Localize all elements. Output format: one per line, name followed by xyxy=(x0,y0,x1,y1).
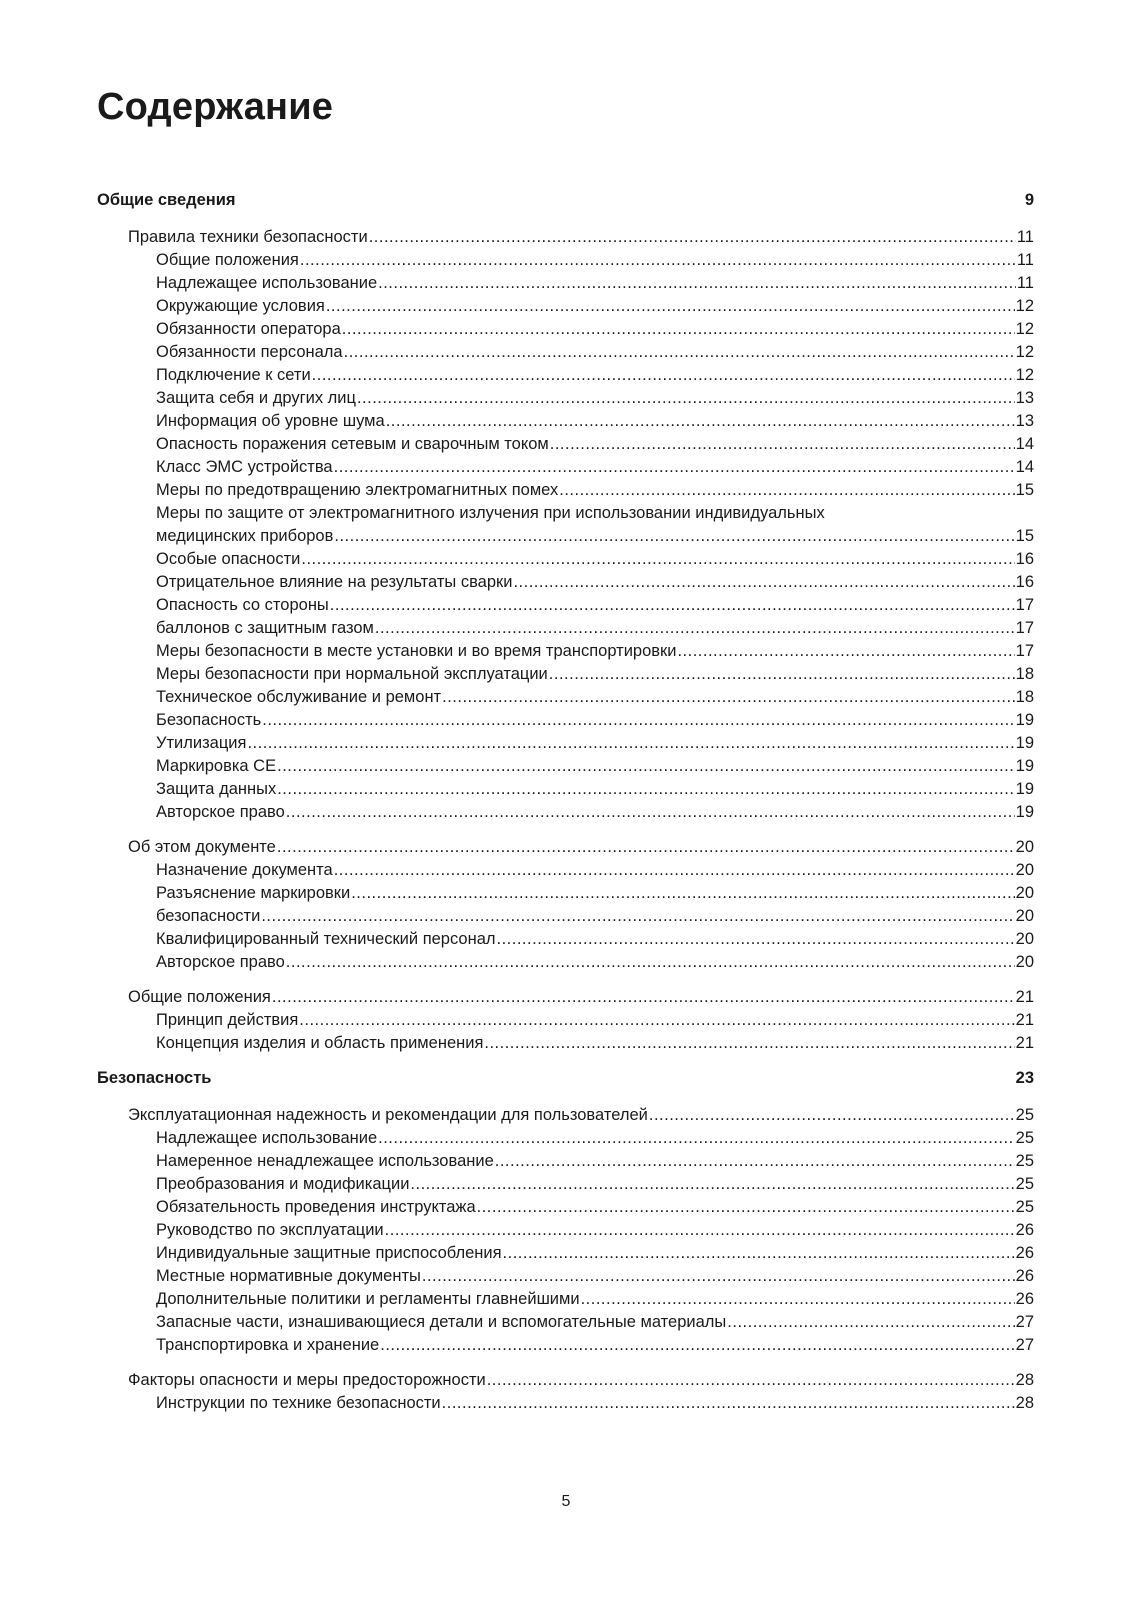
page-title: Содержание xyxy=(97,86,334,128)
dot-leader xyxy=(277,836,1015,859)
toc-subsection[interactable] xyxy=(97,778,1034,801)
dot-leader xyxy=(581,1288,1015,1311)
toc-subsection[interactable] xyxy=(97,755,1034,778)
dot-leader xyxy=(410,1173,1014,1196)
dot-leader xyxy=(334,456,1015,479)
dot-leader xyxy=(286,801,1015,824)
dot-leader xyxy=(442,1392,1015,1415)
dot-leader xyxy=(272,986,1015,1009)
toc-subsection-page-number: 17 xyxy=(1015,619,1034,637)
toc-section-page-number: 28 xyxy=(1015,1371,1034,1389)
toc-subsection-title: Надлежащее использование xyxy=(156,274,378,292)
dot-leader xyxy=(375,617,1015,640)
toc-subsection-page-number: 26 xyxy=(1015,1244,1034,1262)
dot-leader xyxy=(549,663,1015,686)
toc-section-title: Факторы опасности и меры предосторожности xyxy=(128,1371,486,1389)
toc-subsection-title: Маркировка CE xyxy=(156,757,277,775)
toc-subsection-page-number: 15 xyxy=(1015,527,1034,545)
dot-leader xyxy=(380,1334,1014,1357)
dot-leader xyxy=(497,928,1015,951)
dot-leader xyxy=(378,272,1016,295)
toc-subsection-title: медицинских приборов xyxy=(156,527,334,545)
dot-leader xyxy=(487,1369,1015,1392)
toc-section-group xyxy=(97,226,1034,824)
toc-subsection[interactable] xyxy=(97,1334,1034,1357)
toc-subsection[interactable] xyxy=(97,1032,1034,1055)
toc-subsection-title: Руководство по эксплуатации xyxy=(156,1221,384,1239)
toc-subsection-title: Надлежащее использование xyxy=(156,1129,378,1147)
toc-subsection[interactable] xyxy=(97,456,1034,479)
toc-subsection[interactable] xyxy=(97,318,1034,341)
toc-subsection-title: Защита данных xyxy=(156,780,277,798)
toc-subsection-title: Защита себя и других лиц xyxy=(156,389,356,407)
toc-subsection-page-number: 14 xyxy=(1015,458,1034,476)
toc-subsection[interactable] xyxy=(97,928,1034,951)
toc-subsection[interactable] xyxy=(97,1196,1034,1219)
toc-subsection-title: Авторское право xyxy=(156,953,285,971)
toc-chapter[interactable] xyxy=(97,1065,1034,1091)
toc-section-page-number: 20 xyxy=(1015,838,1034,856)
toc-section[interactable] xyxy=(97,1369,1034,1392)
toc-subsection-page-number: 16 xyxy=(1015,550,1034,568)
toc-subsection-page-number: 27 xyxy=(1015,1336,1034,1354)
dot-leader xyxy=(261,905,1014,928)
toc-subsection-title: Концепция изделия и область применения xyxy=(156,1034,484,1052)
toc-section-title: Правила техники безопасности xyxy=(128,228,368,246)
toc-subsection[interactable] xyxy=(97,341,1034,364)
dot-leader xyxy=(386,410,1015,433)
toc-subsection[interactable] xyxy=(97,686,1034,709)
toc-chapter[interactable] xyxy=(97,187,1034,213)
toc-subsection-page-number: 27 xyxy=(1015,1313,1034,1331)
toc-subsection-title: Дополнительные политики и регламенты главнейшими xyxy=(156,1290,580,1308)
toc-section[interactable] xyxy=(97,836,1034,859)
toc-subsection[interactable] xyxy=(97,732,1034,755)
toc-subsection[interactable] xyxy=(97,364,1034,387)
toc-subsection-title: Подключение к сети xyxy=(156,366,311,384)
toc-section-title: Общие положения xyxy=(128,988,271,1006)
toc-section[interactable] xyxy=(97,1104,1034,1127)
dot-leader xyxy=(727,1311,1014,1334)
toc-subsection-title: Разъяснение маркировки xyxy=(156,884,351,902)
toc-subsection-title: Окружающие условия xyxy=(156,297,325,315)
toc-subsection-page-number: 18 xyxy=(1015,665,1034,683)
dot-leader xyxy=(477,1196,1015,1219)
toc-subsection[interactable] xyxy=(97,617,1034,640)
toc-subsection[interactable] xyxy=(97,1173,1034,1196)
toc-section-title: Эксплуатационная надежность и рекомендации для пользователей xyxy=(128,1106,648,1124)
toc-section-page-number: 11 xyxy=(1016,228,1034,246)
toc-subsection-title: Принцип действия xyxy=(156,1011,299,1029)
toc-subsection-page-number: 15 xyxy=(1015,481,1034,499)
toc-subsection-title-line[interactable]: Меры по защите от электромагнитного излучения при использовании индивидуальных xyxy=(156,504,825,522)
toc-subsection-page-number: 26 xyxy=(1015,1267,1034,1285)
dot-leader xyxy=(357,387,1015,410)
toc-subsection-page-number: 26 xyxy=(1015,1221,1034,1239)
dot-leader xyxy=(442,686,1015,709)
toc-subsection[interactable] xyxy=(97,709,1034,732)
toc-subsection-page-number: 16 xyxy=(1015,573,1034,591)
toc-subsection-title: Меры безопасности в месте установки и во время транспортировки xyxy=(156,642,677,660)
toc-subsection[interactable] xyxy=(97,905,1034,928)
toc-subsection-title: Опасность со стороны xyxy=(156,596,329,614)
toc-subsection-title: Меры по предотвращению электромагнитных помех xyxy=(156,481,559,499)
toc-subsection-page-number: 13 xyxy=(1015,389,1034,407)
toc-section-group xyxy=(97,986,1034,1055)
toc-subsection-page-number: 20 xyxy=(1015,953,1034,971)
toc-subsection-title: Назначение документа xyxy=(156,861,333,879)
toc-subsection[interactable] xyxy=(97,1242,1034,1265)
toc-subsection[interactable] xyxy=(97,548,1034,571)
toc-section[interactable] xyxy=(97,986,1034,1009)
toc-subsection-page-number: 17 xyxy=(1015,642,1034,660)
table-of-contents xyxy=(97,187,1034,1415)
toc-subsection[interactable] xyxy=(97,272,1034,295)
dot-leader xyxy=(649,1104,1015,1127)
toc-subsection[interactable] xyxy=(97,1127,1034,1150)
toc-subsection-page-number: 11 xyxy=(1016,274,1034,292)
dot-leader xyxy=(300,249,1016,272)
toc-subsection[interactable] xyxy=(97,1009,1034,1032)
toc-subsection-title: Информация об уровне шума xyxy=(156,412,385,430)
toc-subsection[interactable] xyxy=(97,1288,1034,1311)
toc-subsection-page-number: 21 xyxy=(1015,1011,1034,1029)
dot-leader xyxy=(369,226,1016,249)
toc-subsection-title: Техническое обслуживание и ремонт xyxy=(156,688,442,706)
toc-subsection[interactable] xyxy=(97,640,1034,663)
toc-subsection-title: Авторское право xyxy=(156,803,285,821)
toc-subsection-page-number: 12 xyxy=(1015,320,1034,338)
toc-subsection[interactable] xyxy=(97,433,1034,456)
toc-section-page-number: 25 xyxy=(1015,1106,1034,1124)
dot-leader xyxy=(277,778,1014,801)
toc-subsection-title: Обязательность проведения инструктажа xyxy=(156,1198,476,1216)
toc-subsection[interactable] xyxy=(97,479,1034,502)
toc-section-group xyxy=(97,1369,1034,1415)
dot-leader xyxy=(301,548,1014,571)
toc-subsection-title: Особые опасности xyxy=(156,550,301,568)
toc-chapter-title: Общие сведения xyxy=(97,191,236,209)
toc-subsection[interactable] xyxy=(97,249,1034,272)
toc-subsection-page-number: 18 xyxy=(1015,688,1034,706)
toc-chapter-page-number: 23 xyxy=(1015,1069,1034,1087)
toc-subsection-page-number: 19 xyxy=(1015,757,1034,775)
toc-section-page-number: 21 xyxy=(1015,988,1034,1006)
dot-leader xyxy=(344,341,1015,364)
toc-subsection-page-number: 19 xyxy=(1015,734,1034,752)
toc-chapter-title: Безопасность xyxy=(97,1069,212,1087)
toc-subsection-title: Намеренное ненадлежащее использование xyxy=(156,1152,494,1170)
toc-subsection-title: Общие положения xyxy=(156,251,299,269)
dot-leader xyxy=(503,1242,1015,1265)
toc-subsection-title: Индивидуальные защитные приспособления xyxy=(156,1244,502,1262)
toc-subsection[interactable] xyxy=(97,1150,1034,1173)
dot-leader xyxy=(677,640,1014,663)
dot-leader xyxy=(484,1032,1014,1055)
dot-leader xyxy=(247,732,1014,755)
toc-subsection-page-number: 20 xyxy=(1015,884,1034,902)
toc-subsection-page-number: 20 xyxy=(1015,907,1034,925)
toc-subsection-page-number: 21 xyxy=(1015,1034,1034,1052)
toc-subsection[interactable] xyxy=(97,594,1034,617)
toc-subsection[interactable] xyxy=(97,1219,1034,1242)
toc-section[interactable] xyxy=(97,226,1034,249)
toc-subsection[interactable] xyxy=(97,1392,1034,1415)
toc-subsection-title: Обязанности персонала xyxy=(156,343,343,361)
toc-subsection-title: Транспортировка и хранение xyxy=(156,1336,380,1354)
toc-section-title: Об этом документе xyxy=(128,838,276,856)
toc-subsection-page-number: 28 xyxy=(1015,1394,1034,1412)
dot-leader xyxy=(326,295,1015,318)
toc-section-group xyxy=(97,1104,1034,1357)
toc-subsection-title: безопасности xyxy=(156,907,261,925)
toc-subsection-title: Местные нормативные документы xyxy=(156,1267,421,1285)
toc-subsection-title: Инструкции по технике безопасности xyxy=(156,1394,441,1412)
toc-subsection-page-number: 12 xyxy=(1015,366,1034,384)
dot-leader xyxy=(378,1127,1015,1150)
toc-subsection[interactable] xyxy=(97,859,1034,882)
toc-subsection[interactable] xyxy=(97,1311,1034,1334)
dot-leader xyxy=(422,1265,1015,1288)
toc-subsection-page-number: 14 xyxy=(1015,435,1034,453)
dot-leader xyxy=(277,755,1015,778)
toc-subsection[interactable] xyxy=(97,663,1034,686)
toc-subsection-title: Меры безопасности при нормальной эксплуатации xyxy=(156,665,548,683)
toc-subsection-title: Квалифицированный технический персонал xyxy=(156,930,496,948)
toc-subsection-title: Утилизация xyxy=(156,734,247,752)
toc-subsection-title: Отрицательное влияние на результаты сварки xyxy=(156,573,513,591)
toc-subsection[interactable] xyxy=(97,571,1034,594)
toc-subsection-page-number: 25 xyxy=(1015,1129,1034,1147)
toc-subsection[interactable] xyxy=(97,882,1034,905)
dot-leader xyxy=(495,1150,1015,1173)
toc-subsection-page-number: 26 xyxy=(1015,1290,1034,1308)
toc-subsection[interactable] xyxy=(97,801,1034,824)
toc-subsection-title: Обязанности оператора xyxy=(156,320,341,338)
toc-subsection-page-number: 19 xyxy=(1015,711,1034,729)
dot-leader xyxy=(312,364,1015,387)
toc-subsection-page-number: 12 xyxy=(1015,297,1034,315)
toc-subsection[interactable] xyxy=(97,951,1034,974)
toc-subsection[interactable] xyxy=(97,525,1034,548)
toc-subsection-page-number: 25 xyxy=(1015,1152,1034,1170)
dot-leader xyxy=(342,318,1015,341)
dot-leader xyxy=(351,882,1014,905)
dot-leader xyxy=(330,594,1015,617)
dot-leader xyxy=(385,1219,1015,1242)
toc-subsection-page-number: 12 xyxy=(1015,343,1034,361)
toc-subsection-title: Опасность поражения сетевым и сварочным током xyxy=(156,435,549,453)
toc-subsection-title: Класс ЭМС устройства xyxy=(156,458,333,476)
toc-subsection-page-number: 11 xyxy=(1016,251,1034,269)
toc-subsection-page-number: 20 xyxy=(1015,930,1034,948)
dot-leader xyxy=(334,859,1015,882)
toc-subsection[interactable] xyxy=(97,1265,1034,1288)
toc-subsection-page-number: 19 xyxy=(1015,803,1034,821)
toc-subsection-title: Безопасность xyxy=(156,711,262,729)
dot-leader xyxy=(559,479,1014,502)
toc-subsection[interactable] xyxy=(97,387,1034,410)
toc-subsection-page-number: 19 xyxy=(1015,780,1034,798)
toc-subsection-page-number: 25 xyxy=(1015,1198,1034,1216)
dot-leader xyxy=(299,1009,1014,1032)
toc-subsection-page-number: 17 xyxy=(1015,596,1034,614)
toc-subsection-page-number: 25 xyxy=(1015,1175,1034,1193)
dot-leader xyxy=(334,525,1014,548)
toc-subsection[interactable] xyxy=(97,295,1034,318)
toc-section-group xyxy=(97,836,1034,974)
dot-leader xyxy=(513,571,1014,594)
toc-subsection-title: баллонов с защитным газом xyxy=(156,619,374,637)
toc-subsection-page-number: 20 xyxy=(1015,861,1034,879)
toc-subsection-page-number: 13 xyxy=(1015,412,1034,430)
toc-subsection[interactable] xyxy=(97,410,1034,433)
toc-subsection-title: Запасные части, изнашивающиеся детали и вспомогательные материалы xyxy=(156,1313,727,1331)
toc-chapter-page-number: 9 xyxy=(1024,191,1034,209)
dot-leader xyxy=(262,709,1014,732)
dot-leader xyxy=(550,433,1015,456)
page-number: 5 xyxy=(561,1493,571,1510)
dot-leader xyxy=(286,951,1015,974)
toc-subsection-title: Преобразования и модификации xyxy=(156,1175,410,1193)
